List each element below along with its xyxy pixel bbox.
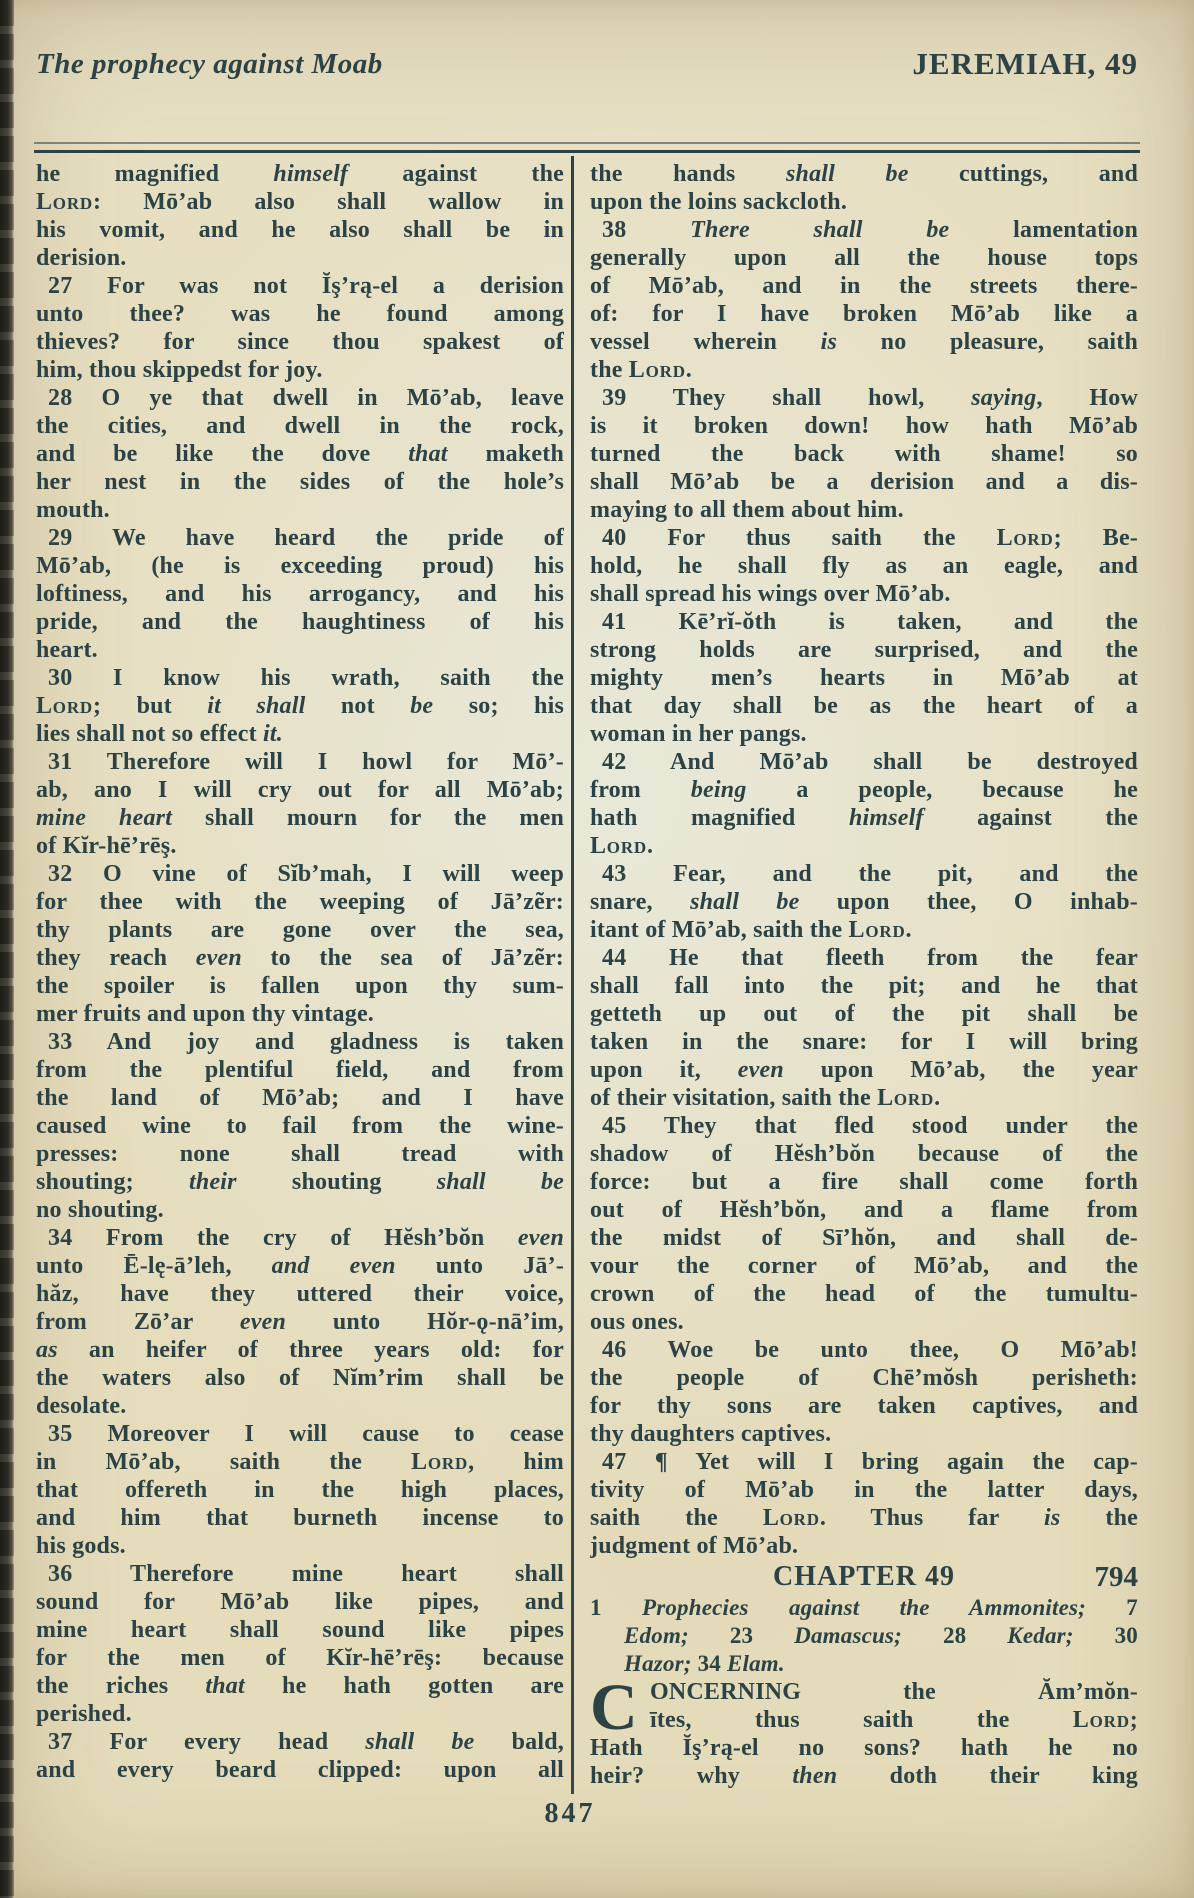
text-line: ONCERNING the Ăm’mŏn- xyxy=(650,1679,1138,1705)
header-rule xyxy=(34,142,1140,153)
text-line: ab, ano I will cry out for all Mō’ab; xyxy=(36,777,564,803)
text-line: of: for I have broken Mō’ab like a xyxy=(590,301,1138,327)
text-line: loftiness, and his arrogancy, and his xyxy=(36,581,564,607)
text-line: getteth up out of the pit shall be xyxy=(590,1001,1138,1027)
text-line: pride, and the haughtiness of his xyxy=(36,609,564,635)
text-line: heart. xyxy=(36,637,98,663)
text-line: caused wine to fail from the wine- xyxy=(36,1113,564,1139)
text-line: 32 O vine of Sĭb’mah, I will weep xyxy=(48,861,564,887)
text-line: and him that burneth incense to xyxy=(36,1505,564,1531)
text-line: and be like the dove that maketh xyxy=(36,441,564,467)
text-line: 38 There shall be lamentation xyxy=(602,217,1138,243)
text-line: ītes, thus saith the Lord; xyxy=(650,1707,1138,1733)
text-line: taken in the snare: for I will bring xyxy=(590,1029,1138,1055)
text-line: the hands shall be cuttings, and xyxy=(590,161,1138,187)
text-line: thy daughters captives. xyxy=(590,1421,832,1447)
right-column xyxy=(590,160,1138,1790)
text-line: of their visitation, saith the Lord. xyxy=(590,1085,941,1111)
text-line: for the men of Kĭr-hē’rēş: because xyxy=(36,1645,564,1671)
text-line: the Lord. xyxy=(590,357,692,383)
column-divider xyxy=(571,156,574,1794)
text-line: shall spread his wings over Mō’ab. xyxy=(590,581,951,607)
text-line: lies shall not so effect it. xyxy=(36,721,283,747)
text-line: generally upon all the house tops xyxy=(590,245,1138,271)
text-line: him, thou skippedst for joy. xyxy=(36,357,323,383)
text-line: 35 Moreover I will cause to cease xyxy=(48,1421,564,1447)
text-line: out of Hĕsh’bŏn, and a flame from xyxy=(590,1197,1138,1223)
text-line: desolate. xyxy=(36,1393,127,1419)
text-line: perished. xyxy=(36,1701,132,1727)
text-line: upon the loins sackcloth. xyxy=(590,189,848,215)
text-line: sound for Mō’ab like pipes, and xyxy=(36,1589,564,1615)
concerning-lines xyxy=(590,1671,1138,1790)
text-line: Lord; but it shall not be so; his xyxy=(36,693,564,719)
text-line: hold, he shall fly as an eagle, and xyxy=(590,553,1138,579)
text-line: unto Ē-lę-ā’leh, and even unto Jā’- xyxy=(36,1253,564,1279)
text-line: maying to all them about him. xyxy=(590,497,904,523)
text-line: vessel wherein is no pleasure, saith xyxy=(590,329,1138,355)
text-line: shall fall into the pit; and he that xyxy=(590,973,1138,999)
text-line: turned the back with shame! so xyxy=(590,441,1138,467)
text-line: 34 From the cry of Hĕsh’bŏn even xyxy=(48,1225,564,1251)
text-line: snare, shall be upon thee, O inhab- xyxy=(590,889,1138,915)
text-line: for thee with the weeping of Jā’zẽr: xyxy=(36,889,564,915)
chapter-heading xyxy=(590,1560,1138,1594)
text-line: Mō’ab, (he is exceeding proud) his xyxy=(36,553,564,579)
text-line: Edom; 23 Damascus; 28 Kedar; 30 xyxy=(624,1623,1138,1648)
text-line: he magnified himself against the xyxy=(36,161,564,187)
text-line: force: but a fire shall come forth xyxy=(590,1169,1138,1195)
text-line: 39 They shall howl, saying, How xyxy=(602,385,1138,411)
left-column xyxy=(36,160,564,1784)
text-line: of Kĭr-hē’rēş. xyxy=(36,833,177,859)
binding-edge xyxy=(0,0,14,1898)
text-line: shouting; their shouting shall be xyxy=(36,1169,564,1195)
text-line: her nest in the sides of the hole’s xyxy=(36,469,564,495)
text-line: from being a people, because he xyxy=(590,777,1138,803)
text-line: that offereth in the high places, xyxy=(36,1477,564,1503)
chapter-title: CHAPTER 49 xyxy=(773,1561,955,1592)
text-line: mine heart shall mourn for the men xyxy=(36,805,564,831)
text-line: mine heart shall sound like pipes xyxy=(36,1617,564,1643)
text-line: in Mō’ab, saith the Lord, him xyxy=(36,1449,564,1475)
text-line: 45 They that fled stood under the xyxy=(602,1113,1138,1139)
running-head-title: The prophecy against Moab xyxy=(36,48,383,80)
text-line: 36 Therefore mine heart shall xyxy=(48,1561,564,1587)
chapter-summary xyxy=(590,1594,1138,1678)
text-line: the waters also of Nĭm’rim shall be xyxy=(36,1365,564,1391)
text-line: the midst of Sī’hŏn, and shall de- xyxy=(590,1225,1138,1251)
text-line: itant of Mō’ab, saith the Lord. xyxy=(590,917,912,943)
text-line: 29 We have heard the pride of xyxy=(48,525,564,551)
right-column-verses xyxy=(590,160,1138,1560)
text-line: Lord. xyxy=(590,833,654,859)
text-line: heir? why then doth their king xyxy=(590,1763,1138,1789)
text-line: mouth. xyxy=(36,497,110,523)
text-line: the land of Mō’ab; and I have xyxy=(36,1085,564,1111)
text-line: thy plants are gone over the sea, xyxy=(36,917,564,943)
text-line: hăz, have they uttered their voice, xyxy=(36,1281,564,1307)
text-line: 33 And joy and gladness is taken xyxy=(48,1029,564,1055)
text-line: 27 For was not Ĭş’rą-el a derision xyxy=(48,273,564,299)
text-line: 47 ¶ Yet will I bring again the cap- xyxy=(602,1449,1138,1475)
chapter-page-ref: 794 xyxy=(1094,1561,1138,1593)
drop-cap: C xyxy=(590,1671,638,1744)
text-line: saith the Lord. Thus far is the xyxy=(590,1505,1138,1531)
text-line: 28 O ye that dwell in Mō’ab, leave xyxy=(48,385,564,411)
page-number: 847 xyxy=(544,1798,596,1829)
text-line: is it broken down! how hath Mō’ab xyxy=(590,413,1138,439)
text-line: mer fruits and upon thy vintage. xyxy=(36,1001,374,1027)
text-line: and every beard clipped: upon all xyxy=(36,1757,564,1783)
text-line: strong holds are surprised, and the xyxy=(590,637,1138,663)
text-line: hath magnified himself against the xyxy=(590,805,1138,831)
text-line: tivity of Mō’ab in the latter days, xyxy=(590,1477,1138,1503)
text-line: no shouting. xyxy=(36,1197,164,1223)
text-line: upon it, even upon Mō’ab, the year xyxy=(590,1057,1138,1083)
concerning-paragraph xyxy=(590,1671,1138,1790)
text-line: Lord: Mō’ab also shall wallow in xyxy=(36,189,564,215)
text-line: his gods. xyxy=(36,1533,126,1559)
text-line: that day shall be as the heart of a xyxy=(590,693,1138,719)
text-line: the cities, and dwell in the rock, xyxy=(36,413,564,439)
text-line: 41 Kē’rĭ-ŏth is taken, and the xyxy=(602,609,1138,635)
text-line: crown of the head of the tumultu- xyxy=(590,1281,1138,1307)
text-line: presses: none shall tread with xyxy=(36,1141,564,1167)
left-column-verses xyxy=(36,160,564,1784)
text-line: judgment of Mō’ab. xyxy=(590,1533,799,1559)
text-line: 44 He that fleeth from the fear xyxy=(602,945,1138,971)
text-line: for thy sons are taken captives, and xyxy=(590,1393,1138,1419)
text-line: Hazor; 34 Elam. xyxy=(624,1651,785,1676)
running-head-book-ref: JEREMIAH, 49 xyxy=(912,46,1138,81)
text-line: 31 Therefore will I howl for Mō’- xyxy=(48,749,564,775)
text-line: 40 For thus saith the Lord; Be- xyxy=(602,525,1138,551)
text-line: of Mō’ab, and in the streets there- xyxy=(590,273,1138,299)
text-line: 42 And Mō’ab shall be destroyed xyxy=(602,749,1138,775)
text-line: ous ones. xyxy=(590,1309,684,1335)
text-line: 1 Prophecies against the Ammonites; 7 xyxy=(590,1595,1138,1620)
text-line: Hath Ĭş’rą-el no sons? hath he no xyxy=(590,1735,1138,1761)
text-line: the spoiler is fallen upon thy sum- xyxy=(36,973,564,999)
running-head xyxy=(36,48,1138,88)
text-line: they reach even to the sea of Jā’zẽr: xyxy=(36,945,564,971)
text-line: shall Mō’ab be a derision and a dis- xyxy=(590,469,1138,495)
text-line: woman in her pangs. xyxy=(590,721,807,747)
text-line: 43 Fear, and the pit, and the xyxy=(602,861,1138,887)
text-line: the people of Chē’mŏsh perisheth: xyxy=(590,1365,1138,1391)
text-line: as an heifer of three years old: for xyxy=(36,1337,564,1363)
text-line: thieves? for since thou spakest of xyxy=(36,329,564,355)
text-line: unto thee? was he found among xyxy=(36,301,564,327)
text-line: vour the corner of Mō’ab, and the xyxy=(590,1253,1138,1279)
text-line: 30 I know his wrath, saith the xyxy=(48,665,564,691)
text-line: 46 Woe be unto thee, O Mō’ab! xyxy=(602,1337,1138,1363)
text-line: from the plentiful field, and from xyxy=(36,1057,564,1083)
text-line: shadow of Hĕsh’bŏn because of the xyxy=(590,1141,1138,1167)
text-line: mighty men’s hearts in Mō’ab at xyxy=(590,665,1138,691)
text-line: derision. xyxy=(36,245,127,271)
text-line: from Zō’ar even unto Hŏr-ǫ-nā’im, xyxy=(36,1309,564,1335)
text-line: the riches that he hath gotten are xyxy=(36,1673,564,1699)
text-line: 37 For every head shall be bald, xyxy=(48,1729,564,1755)
text-line: his vomit, and he also shall be in xyxy=(36,217,564,243)
